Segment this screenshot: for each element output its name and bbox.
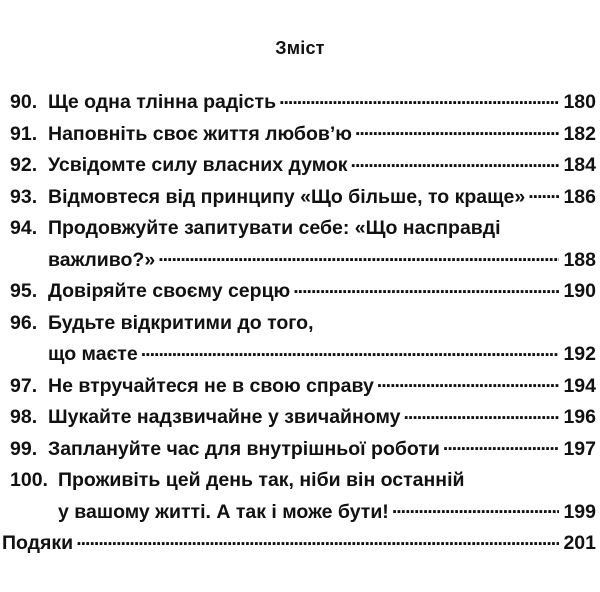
entry-number: 96.	[10, 311, 38, 334]
entry-title-continued: важливо?»	[48, 248, 156, 271]
entry-title: Проживіть цей день так, ніби він останній	[58, 469, 465, 491]
entry-page-number: 180	[563, 91, 596, 113]
toc-line	[10, 87, 596, 119]
entry-title: Усвідомте силу власних думок	[48, 154, 348, 176]
toc-entry-95[interactable]	[10, 276, 596, 308]
dot-leader	[392, 498, 560, 518]
toc-entry-90[interactable]	[10, 87, 596, 119]
dot-leader	[279, 89, 559, 109]
toc-line	[10, 434, 596, 466]
dot-leader	[355, 120, 560, 140]
toc-line	[10, 465, 596, 497]
entry-number: 93.	[10, 185, 38, 208]
dot-leader	[528, 183, 559, 203]
toc-entry-94[interactable]	[10, 213, 596, 276]
entry-title: Відмовтеся від принципу «Що більше, то краще»	[48, 185, 526, 208]
entry-page-number: 199	[563, 500, 596, 523]
table-of-contents	[2, 87, 596, 560]
entry-title: Шукайте надзвичайне у звичайному	[48, 406, 401, 428]
toc-line	[10, 150, 596, 182]
entry-page-number: 197	[563, 437, 596, 460]
entry-title: Довіряйте своєму серцю	[48, 280, 291, 302]
entry-page-number: 186	[563, 185, 596, 208]
entry-title: Не втручайтеся не в свою справу	[48, 374, 374, 397]
entry-title: Продовжуйте запитувати себе: «Що насправді	[48, 217, 501, 239]
toc-line-continued	[10, 339, 596, 371]
entry-number: 92.	[10, 154, 38, 176]
entry-number: 98.	[10, 406, 38, 428]
toc-line	[10, 119, 596, 151]
toc-entry-acknowledgements[interactable]	[2, 528, 596, 560]
entry-page-number: 192	[563, 343, 596, 365]
toc-entry-97[interactable]	[10, 371, 596, 403]
toc-entry-93[interactable]	[10, 182, 596, 214]
entry-number: 95.	[10, 280, 38, 302]
entry-page-number: 188	[563, 248, 596, 271]
page-title: Зміст	[275, 38, 325, 58]
dot-leader	[403, 404, 559, 424]
entry-title-continued: у вашому житті. А так і може бути!	[58, 500, 389, 523]
dot-leader	[293, 278, 559, 298]
entry-title-continued: що маєте	[48, 343, 138, 365]
toc-entry-96[interactable]	[10, 308, 596, 371]
entry-page-number: 196	[563, 406, 596, 428]
entry-title: Заплануйте час для внутрішньої роботи	[48, 437, 440, 460]
entry-page-number: 201	[563, 532, 596, 554]
dot-leader	[76, 530, 559, 550]
entry-page-number: 184	[563, 154, 596, 176]
entry-number: 90.	[10, 91, 38, 113]
entry-number: 97.	[10, 374, 38, 397]
toc-line	[10, 308, 596, 340]
toc-line	[2, 528, 596, 560]
dot-leader	[158, 246, 559, 266]
entry-number: 99.	[10, 437, 38, 460]
toc-line	[10, 213, 596, 245]
dot-leader	[141, 341, 560, 361]
toc-line-continued	[10, 497, 596, 529]
toc-entry-92[interactable]	[10, 150, 596, 182]
entry-number: 94.	[10, 217, 38, 239]
toc-entry-100[interactable]	[10, 465, 596, 528]
entry-title: Наповніть своє життя любов’ю	[48, 122, 352, 145]
toc-entry-98[interactable]	[10, 402, 596, 434]
dot-leader	[377, 372, 560, 392]
toc-entry-91[interactable]	[10, 119, 596, 151]
toc-line	[10, 402, 596, 434]
toc-line	[10, 182, 596, 214]
toc-line	[10, 371, 596, 403]
entry-number: 91.	[10, 122, 38, 145]
entry-page-number: 190	[563, 280, 596, 302]
toc-line-continued	[10, 245, 596, 277]
entry-title: Подяки	[2, 532, 74, 554]
entry-number: 100.	[10, 469, 48, 491]
toc-entry-99[interactable]	[10, 434, 596, 466]
entry-page-number: 194	[563, 374, 596, 397]
dot-leader	[443, 435, 560, 455]
dot-leader	[351, 152, 560, 172]
entry-title: Будьте відкритими до того,	[48, 311, 314, 334]
entry-title: Ще одна тлінна радість	[48, 91, 277, 113]
entry-page-number: 182	[563, 122, 596, 145]
toc-line	[10, 276, 596, 308]
